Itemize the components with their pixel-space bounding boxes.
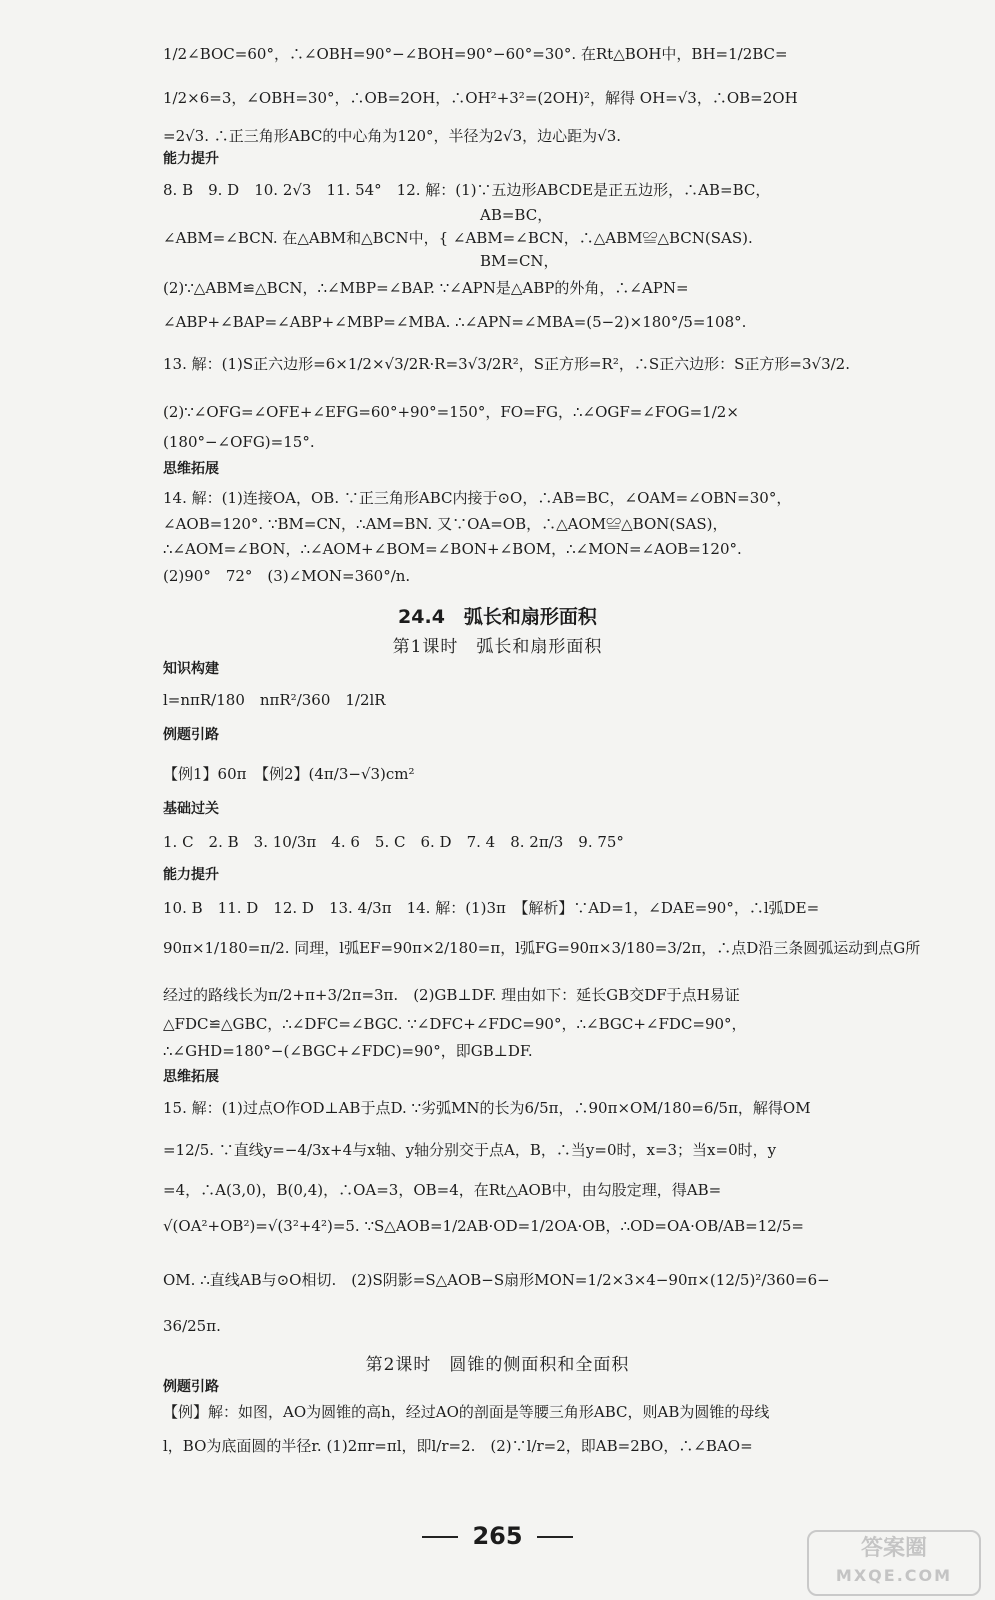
text-line: ∴∠GHD=180°−(∠BGC+∠FDC)=90°，即GB⊥DF. [163, 1042, 533, 1060]
text-line: ∴∠AOM=∠BON，∴∠AOM+∠BOM=∠BON+∠BOM，∴∠MON=∠AOB=120°. [163, 540, 742, 558]
text-line: 【例1】60π 【例2】(4π/3−√3)cm² [163, 765, 415, 783]
text-line: ∠AOB=120°. ∵BM=CN，∴AM=BN. 又∵OA=OB，∴△AOM≌△BON(SAS)， [163, 515, 728, 533]
section-heading: 能力提升 [163, 867, 219, 883]
watermark-logo [807, 1530, 981, 1596]
text-line: 36/25π. [163, 1317, 221, 1335]
text-line: 10. B 11. D 12. D 13. 4/3π 14. 解：(1)3π 【解析】∵AD=1，∠DAE=90°，∴l弧DE= [163, 899, 820, 917]
text-line: △FDC≌△GBC，∴∠DFC=∠BGC. ∵∠DFC+∠FDC=90°，∴∠BGC+∠FDC=90°， [163, 1015, 747, 1033]
section-heading: 例题引路 [163, 727, 219, 743]
text-line: =4，∴A(3,0)，B(0,4)，∴OA=3，OB=4，在Rt△AOB中，由勾股定理，得AB= [163, 1181, 722, 1199]
text-line: 1/2∠BOC=60°，∴∠OBH=90°−∠BOH=90°−60°=30°. 在Rt△BOH中，BH=1/2BC= [163, 45, 788, 63]
section-heading: 思维拓展 [163, 1069, 219, 1085]
lesson-title: 第2课时 圆锥的侧面积和全面积 [365, 1355, 630, 1375]
text-line: OM. ∴直线AB与⊙O相切. (2)S阴影=S△AOB−S扇形MON=1/2×3×4−90π×(12/5)²/360=6− [163, 1271, 830, 1289]
section-title: 24.4 弧长和扇形面积 [398, 606, 597, 628]
text-line: 1. C 2. B 3. 10/3π 4. 6 5. C 6. D 7. 4 8. 2π/3 9. 75° [163, 833, 624, 851]
text-line: l=nπR/180 nπR²/360 1/2lR [163, 691, 386, 709]
text-line: ∠ABP+∠BAP=∠ABP+∠MBP=∠MBA. ∴∠APN=∠MBA=(5−2)×180°/5=108°. [163, 313, 747, 331]
watermark-title: 答案圈 [860, 1536, 927, 1561]
text-line: =2√3. ∴正三角形ABC的中心角为120°，半径为2√3，边心距为√3. [163, 127, 622, 145]
text-line: (2)90° 72° (3)∠MON=360°/n. [163, 567, 411, 585]
text-line: l，BO为底面圆的半径r. (1)2πr=πl，即l/r=2. (2)∵l/r=2，即AB=2BO，∴∠BAO= [163, 1437, 753, 1455]
watermark-url: MXQE.COM [835, 1566, 953, 1585]
text-line: 经过的路线长为π/2+π+3/2π=3π. (2)GB⊥DF. 理由如下：延长GB交DF于点H易证 [163, 986, 740, 1004]
lesson-title: 第1课时 弧长和扇形面积 [392, 637, 603, 657]
page-number-dash-left [422, 1536, 458, 1538]
section-heading: 基础过关 [163, 801, 219, 817]
text-line: (2)∵△ABM≌△BCN，∴∠MBP=∠BAP. ∵∠APN是△ABP的外角，∴∠APN= [163, 279, 689, 297]
section-heading: 能力提升 [163, 151, 219, 167]
text-line: (2)∵∠OFG=∠OFE+∠EFG=60°+90°=150°，FO=FG，∴∠OGF=∠FOG=1/2× [163, 403, 739, 421]
text-line: 15. 解：(1)过点O作OD⊥AB于点D. ∵劣弧MN的长为6/5π，∴90π×OM/180=6/5π，解得OM [163, 1099, 811, 1117]
text-line: 90π×1/180=π/2. 同理，l弧EF=90π×2/180=π，l弧FG=90π×3/180=3/2π，∴点D沿三条圆弧运动到点G所 [163, 939, 921, 957]
text-line: AB=BC， [480, 206, 553, 224]
text-line: 1/2×6=3，∠OBH=30°，∴OB=2OH，∴OH²+3²=(2OH)²，解得 OH=√3，∴OB=2OH [163, 89, 798, 107]
page-number-text: 265 [472, 1522, 523, 1550]
text-line: √(OA²+OB²)=√(3²+4²)=5. ∵S△AOB=1/2AB·OD=1/2OA·OB，∴OD=OA·OB/AB=12/5= [163, 1217, 804, 1235]
text-line: (180°−∠OFG)=15°. [163, 433, 315, 451]
text-line: 【例】解：如图，AO为圆锥的高h，经过AO的剖面是等腰三角形ABC，则AB为圆锥的母线 [163, 1403, 770, 1421]
text-line: ∠ABM=∠BCN. 在△ABM和△BCN中，{ ∠ABM=∠BCN，∴△ABM≌△BCN(SAS). [163, 229, 753, 247]
text-line: 13. 解：(1)S正六边形=6×1/2×√3/2R·R=3√3/2R²，S正方形=R²，∴S正六边形：S正方形=3√3/2. [163, 355, 850, 373]
text-line: BM=CN， [480, 252, 559, 270]
text-line: 14. 解：(1)连接OA，OB. ∵正三角形ABC内接于⊙O，∴AB=BC，∠OAM=∠OBN=30°， [163, 489, 792, 507]
section-heading: 知识构建 [163, 661, 219, 677]
page-number-dash-right [537, 1536, 573, 1538]
text-line: =12/5. ∵直线y=−4/3x+4与x轴、y轴分别交于点A，B，∴当y=0时，x=3；当x=0时，y [163, 1141, 777, 1159]
text-line: 8. B 9. D 10. 2√3 11. 54° 12. 解：(1)∵五边形ABCDE是正五边形，∴AB=BC， [163, 181, 771, 199]
section-heading: 例题引路 [163, 1379, 219, 1395]
section-heading: 思维拓展 [163, 461, 219, 477]
